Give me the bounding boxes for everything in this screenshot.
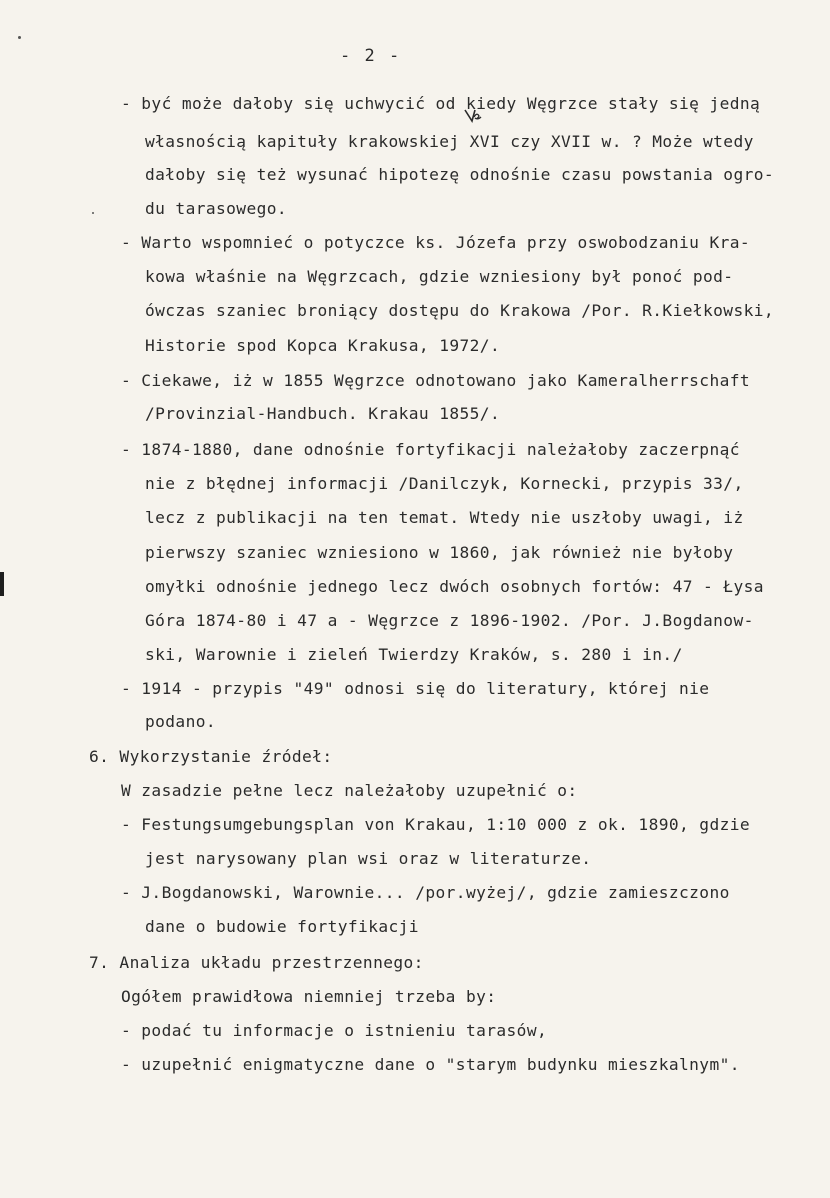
scan-edge-mark bbox=[0, 572, 4, 596]
section-heading: 6. Wykorzystanie źródeł: bbox=[89, 747, 333, 766]
text-line: podano. bbox=[145, 712, 217, 731]
text-line: - 1874-1880, dane odnośnie fortyfikacji należałoby zaczerpnąć bbox=[121, 440, 740, 459]
scan-speck bbox=[92, 212, 94, 214]
text-line: - być może dałoby się uchwycić od kiedy Węgrzce stały się jedną bbox=[121, 94, 761, 113]
text-line: - Ciekawe, iż w 1855 Węgrzce odnotowano jako Kameralherrschaft bbox=[121, 371, 751, 390]
text-line: - J.Bogdanowski, Warownie... /por.wyżej/, gdzie zamieszczono bbox=[121, 883, 730, 902]
text-line: dane o budowie fortyfikacji bbox=[145, 917, 419, 936]
text-line: - 1914 - przypis "49" odnosi się do literatury, której nie bbox=[121, 679, 710, 698]
text-line: dałoby się też wysunać hipotezę odnośnie czasu powstania ogro- bbox=[145, 165, 775, 184]
text-line: Historie spod Kopca Krakusa, 1972/. bbox=[145, 336, 501, 355]
text-line: Góra 1874-80 i 47 a - Węgrzce z 1896-1902. /Por. J.Bogdanow- bbox=[145, 611, 754, 630]
text-line: lecz z publikacji na ten temat. Wtedy nie uszłoby uwagi, iż bbox=[145, 508, 744, 527]
text-line: omyłki odnośnie jednego lecz dwóch osobnych fortów: 47 - Łysa bbox=[145, 577, 764, 596]
text-line: nie z błędnej informacji /Danilczyk, Kornecki, przypis 33/, bbox=[145, 474, 744, 493]
text-line: /Provinzial-Handbuch. Krakau 1855/. bbox=[145, 404, 501, 423]
text-line: pierwszy szaniec wzniesiono w 1860, jak również nie byłoby bbox=[145, 543, 734, 562]
text-line: własnością kapituły krakowskiej XVI czy XVII w. ? Może wtedy bbox=[145, 132, 754, 151]
section-heading: 7. Analiza układu przestrzennego: bbox=[89, 953, 424, 972]
text-line: du tarasowego. bbox=[145, 199, 288, 218]
text-line: - uzupełnić enigmatyczne dane o "starym budynku mieszkalnym". bbox=[121, 1055, 740, 1074]
scan-speck bbox=[18, 36, 21, 39]
text-line: W zasadzie pełne lecz należałoby uzupełnić o: bbox=[121, 781, 578, 800]
text-line: kowa właśnie na Węgrzcach, gdzie wzniesiony był ponoć pod- bbox=[145, 267, 734, 286]
page-number: - 2 - bbox=[340, 46, 402, 66]
text-line: - Warto wspomnieć o potyczce ks. Józefa przy oswobodzaniu Kra- bbox=[121, 233, 751, 252]
text-line: - Festungsumgebungsplan von Krakau, 1:10 000 z ok. 1890, gdzie bbox=[121, 815, 751, 834]
text-line: jest narysowany plan wsi oraz w literaturze. bbox=[145, 849, 592, 868]
text-line: Ogółem prawidłowa niemniej trzeba by: bbox=[121, 987, 497, 1006]
text-line: - podać tu informacje o istnieniu tarasów, bbox=[121, 1021, 548, 1040]
text-line: ski, Warownie i zieleń Twierdzy Kraków, s. 280 i in./ bbox=[145, 645, 683, 664]
text-line: ówczas szaniec broniący dostępu do Krakowa /Por. R.Kiełkowski, bbox=[145, 301, 775, 320]
